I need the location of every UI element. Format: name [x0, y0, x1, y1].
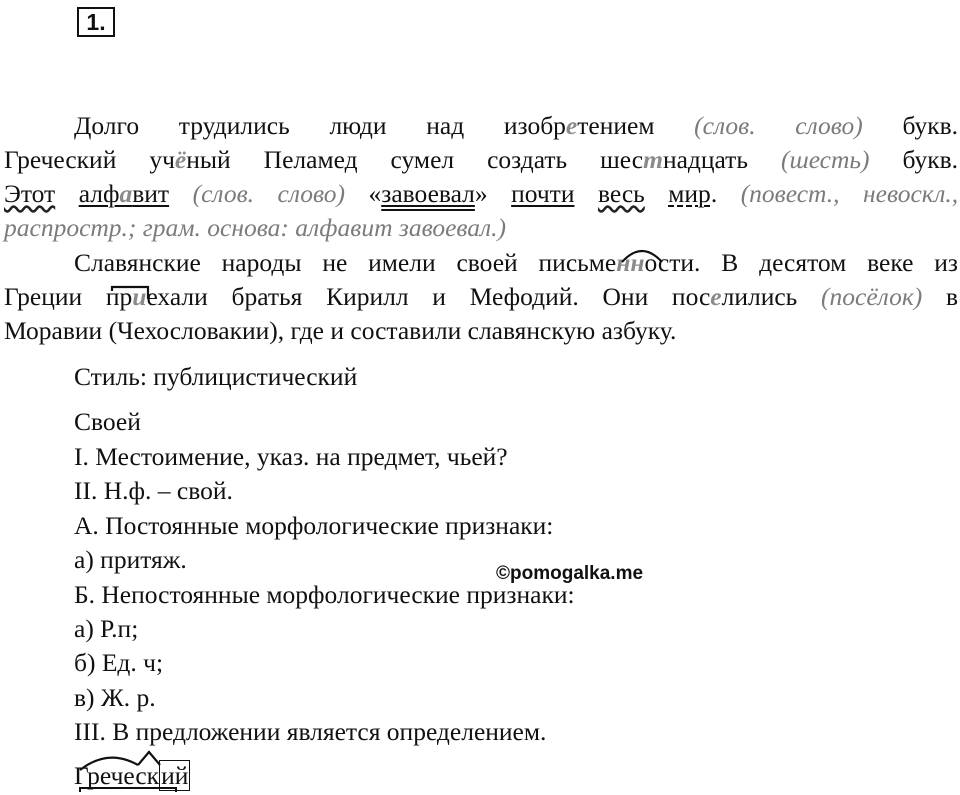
word: букв. — [902, 145, 959, 174]
watermark: ©pomogalka.me — [496, 563, 644, 584]
sentence-analysis-note: (повест., невоскл., — [740, 179, 959, 208]
word-ves: весь — [597, 179, 645, 208]
word-izobretenie: изобретением — [503, 111, 655, 140]
paragraph1-line3 — [4, 179, 958, 209]
word-shestnadcat: шестнадцать — [600, 145, 748, 174]
check-word-note: (слов. слово) — [694, 111, 863, 140]
word-mir: мир. — [668, 179, 718, 208]
highlighted-letter: и — [132, 282, 147, 311]
word: букв. — [902, 111, 958, 140]
analysis-line: а) притяж. — [74, 545, 187, 574]
word-ending: ий — [161, 761, 189, 790]
highlighted-letters: нн — [616, 248, 645, 277]
paragraph2-line2: Греции приехали братья Кирилл и Мефодий. Они поселились (посёлок) в — [4, 282, 959, 311]
word: над — [426, 111, 465, 140]
paragraph1-line4 — [4, 213, 958, 243]
word-root: Греческ — [74, 761, 160, 790]
analysis-line: а) Р.п; — [74, 614, 139, 643]
word-uchenyj: учёный — [149, 145, 231, 174]
word-etot: Этот — [4, 179, 56, 208]
word-pochti: почти — [511, 179, 575, 208]
analysis-line: Своей — [74, 407, 141, 436]
analysis-line: III. В предложении является определением. — [74, 717, 547, 746]
word: трудились — [178, 111, 290, 140]
word-zavoeval: «завоевал» — [368, 179, 488, 208]
check-word-note: (слов. слово) — [192, 179, 345, 208]
word: Долго — [74, 111, 140, 140]
analysis-line: Б. Непостоянные морфологические признаки: — [74, 580, 575, 609]
word: создать — [487, 145, 568, 174]
word-parse — [74, 761, 190, 791]
word: люди — [329, 111, 387, 140]
check-word-note: (шесть) — [780, 145, 870, 174]
word: Греческий — [4, 145, 117, 174]
check-word-note: (посёлок) — [821, 282, 923, 311]
highlighted-letter: е — [710, 282, 722, 311]
analysis-line: б) Ед. ч; — [74, 648, 164, 677]
analysis-line: в) Ж. р. — [74, 683, 156, 712]
word-alfavit: алфавит — [78, 179, 170, 208]
paragraph1-line2 — [4, 145, 958, 175]
word: сумел — [390, 145, 455, 174]
word: Пеламед — [263, 145, 358, 174]
analysis-line: А. Постоянные морфологические признаки: — [74, 511, 554, 540]
analysis-line: II. Н.ф. – свой. — [74, 476, 233, 505]
style-line: Стиль: публицистический — [74, 362, 358, 391]
paragraph1-line1 — [74, 111, 958, 141]
sentence-analysis-note: распростр.; грам. основа: алфавит завоевал.) — [4, 213, 507, 242]
analysis-line: I. Местоимение, указ. на предмет, чьей? — [74, 442, 508, 471]
paragraph2-line1: Славянские народы не имели своей письменности. В десятом веке из — [74, 248, 958, 277]
paragraph2-line3: Моравии (Чехословакии), где и составили славянскую азбуку. — [4, 316, 677, 345]
exercise-number: 1. — [77, 7, 115, 37]
